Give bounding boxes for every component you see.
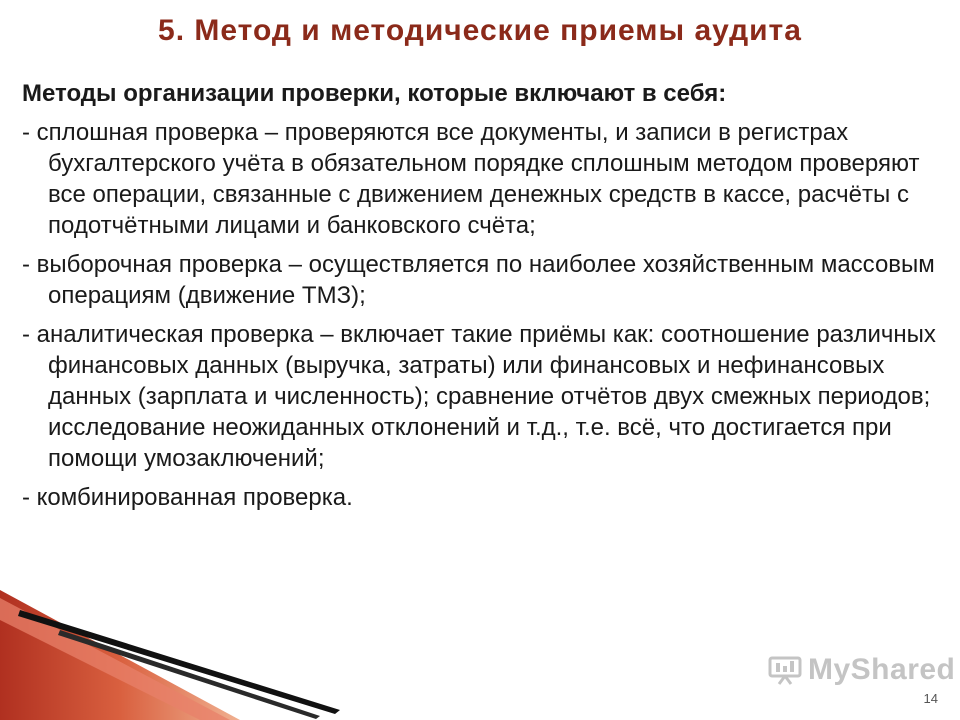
slide-body [22, 78, 942, 521]
list-item: - сплошная проверка – проверяются все документы, и записи в регистрах бухгалтерского учёта в обязательном порядке сплошным методом проверяют все операции, связанные с движением денежных средств в кассе, расчёты с подотчётными лицами и банковского счёта; [22, 119, 920, 239]
myshared-watermark [768, 650, 955, 690]
list-item: - аналитическая проверка – включает такие приёмы как: соотношение различных финансовых данных (выручка, затраты) или финансовых и нефинансовых данных (зарплата и численность); сравнение отчётов двух смежных периодов; исследование неожиданных отклонений и т.д., т.е. всё, что достигается при помощи умозаключений; [22, 321, 936, 472]
slide-title: 5. Метод и методические приемы аудита [158, 14, 802, 47]
list-item: - комбинированная проверка. [22, 484, 353, 511]
page-number: 14 [923, 691, 938, 706]
decorative-swoosh [0, 590, 340, 720]
list-item: - выборочная проверка – осуществляется по наиболее хозяйственным массовым операциям (движение ТМЗ); [22, 251, 935, 309]
section-heading: Методы организации проверки, которые включают в себя: [22, 80, 727, 107]
presentation-board-icon [768, 655, 802, 685]
watermark-text: MyShared [808, 653, 956, 686]
